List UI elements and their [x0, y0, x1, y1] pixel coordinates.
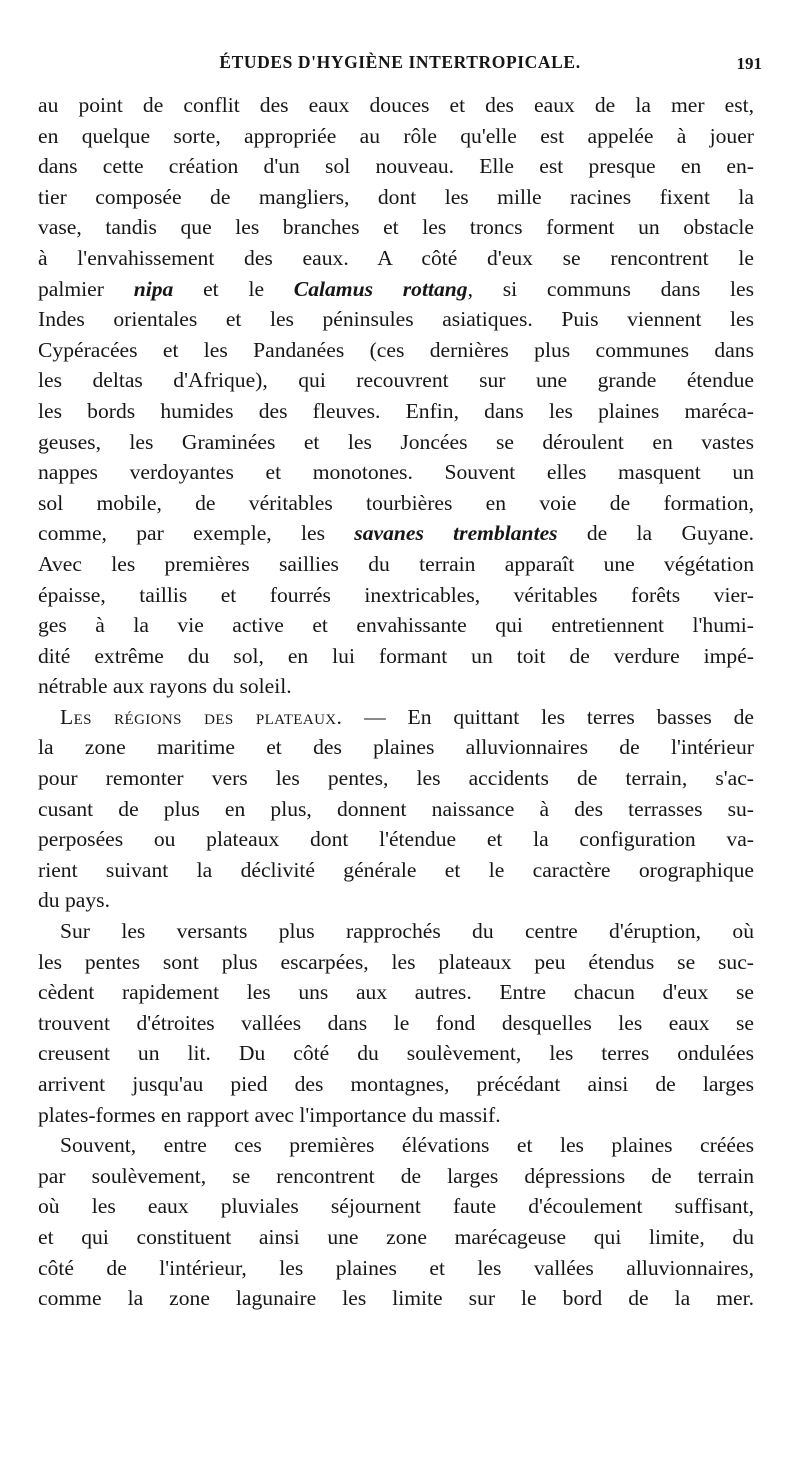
text-line: Cypéracées et les Pandanées (ces dernières plus communes dans	[38, 337, 754, 362]
text-line: ges à la vie active et envahissante qui entretiennent l'humi-	[38, 613, 754, 638]
text-line: dité extrême du sol, en lui formant un toit de verdure impé-	[38, 643, 754, 668]
text-line: dans cette création d'un sol nouveau. Elle est presque en en-	[38, 154, 754, 179]
text-line: pour remonter vers les pentes, les accidents de terrain, s'ac-	[38, 766, 754, 791]
text-line: creusent un lit. Du côté du soulèvement, les terres ondulées	[38, 1041, 754, 1066]
text-line: et qui constituent ainsi une zone marécageuse qui limite, du	[38, 1224, 754, 1249]
text-line	[38, 274, 754, 305]
italic-term-nipa: nipa	[133, 276, 174, 301]
running-head	[38, 52, 762, 78]
text-line: vase, tandis que les branches et les troncs forment un obstacle	[38, 215, 754, 240]
text-line: arrivent jusqu'au pied des montagnes, précédant ainsi de larges	[38, 1072, 754, 1096]
text-line: côté de l'intérieur, les plaines et les vallées alluvionnaires,	[38, 1255, 754, 1280]
text-line: Sur les versants plus rapprochés du centre d'éruption, où	[60, 919, 754, 944]
text-line: les bords humides des fleuves. Enfin, dans les plaines maréca-	[38, 398, 754, 423]
text-line: tier composée de mangliers, dont les mille racines fixent la	[38, 184, 754, 209]
text-line: en quelque sorte, appropriée au rôle qu'elle est appelée à jouer	[38, 123, 754, 148]
text-line: épaisse, taillis et fourrés inextricables, véritables forêts vier-	[38, 582, 754, 607]
text-segment: — En quittant les terres basses de	[342, 704, 754, 729]
body-text	[38, 90, 754, 1314]
text-line: les pentes sont plus escarpées, les plateaux peu étendus se suc-	[38, 949, 754, 974]
text-line: plates-formes en rapport avec l'importance du massif.	[38, 1102, 501, 1127]
text-line: comme la zone lagunaire les limite sur le bord de la mer.	[38, 1286, 754, 1311]
text-line: trouvent d'étroites vallées dans le fond desquelles les eaux se	[38, 1010, 754, 1035]
text-line: cèdent rapidement les uns aux autres. Entre chacun d'eux se	[38, 980, 754, 1005]
text-line	[38, 518, 754, 549]
text-line: nappes verdoyantes et monotones. Souvent elles masquent un	[38, 460, 754, 485]
text-line: Indes orientales et les péninsules asiatiques. Puis viennent les	[38, 307, 754, 332]
text-line: Avec les premières saillies du terrain apparaît une végétation	[38, 551, 754, 576]
text-line: où les eaux pluviales séjournent faute d'écoulement suffisant,	[38, 1194, 754, 1219]
section-heading-line	[38, 702, 754, 733]
text-line: la zone maritime et des plaines alluvionnaires de l'intérieur	[38, 735, 754, 760]
text-line: par soulèvement, se rencontrent de larges dépressions de terrain	[38, 1163, 754, 1188]
italic-term-savanes: savanes tremblantes	[354, 521, 558, 546]
text-line: Souvent, entre ces premières élévations et les plaines créées	[60, 1133, 754, 1158]
text-line: cusant de plus en plus, donnent naissance à des terrasses su-	[38, 796, 754, 821]
italic-term-calamus: Calamus rottang	[293, 276, 468, 301]
text-segment: , si communs dans les	[467, 276, 754, 301]
text-line: perposées ou plateaux dont l'étendue et la configuration va-	[38, 827, 754, 852]
text-segment: palmier	[38, 276, 134, 301]
text-line: rient suivant la déclivité générale et le caractère orographique	[38, 857, 754, 882]
text-segment: et le	[173, 276, 294, 301]
text-line: à l'envahissement des eaux. A côté d'eux se rencontrent le	[38, 245, 754, 270]
text-line: les deltas d'Afrique), qui recouvrent sur une grande étendue	[38, 368, 754, 393]
text-line: nétrable aux rayons du soleil.	[38, 674, 292, 699]
text-segment: de la Guyane.	[557, 521, 754, 546]
text-line: du pays.	[38, 888, 110, 913]
running-title: ÉTUDES D'HYGIÈNE INTERTROPICALE.	[219, 52, 581, 72]
text-line: au point de conflit des eaux douces et des eaux de la mer est,	[38, 93, 754, 117]
text-line: sol mobile, de véritables tourbières en voie de formation,	[38, 490, 754, 515]
text-line: geuses, les Graminées et les Joncées se déroulent en vastes	[38, 429, 754, 454]
text-segment: comme, par exemple, les	[38, 521, 355, 546]
page-number: 191	[736, 54, 762, 73]
section-heading: Les régions des plateaux.	[60, 704, 343, 729]
